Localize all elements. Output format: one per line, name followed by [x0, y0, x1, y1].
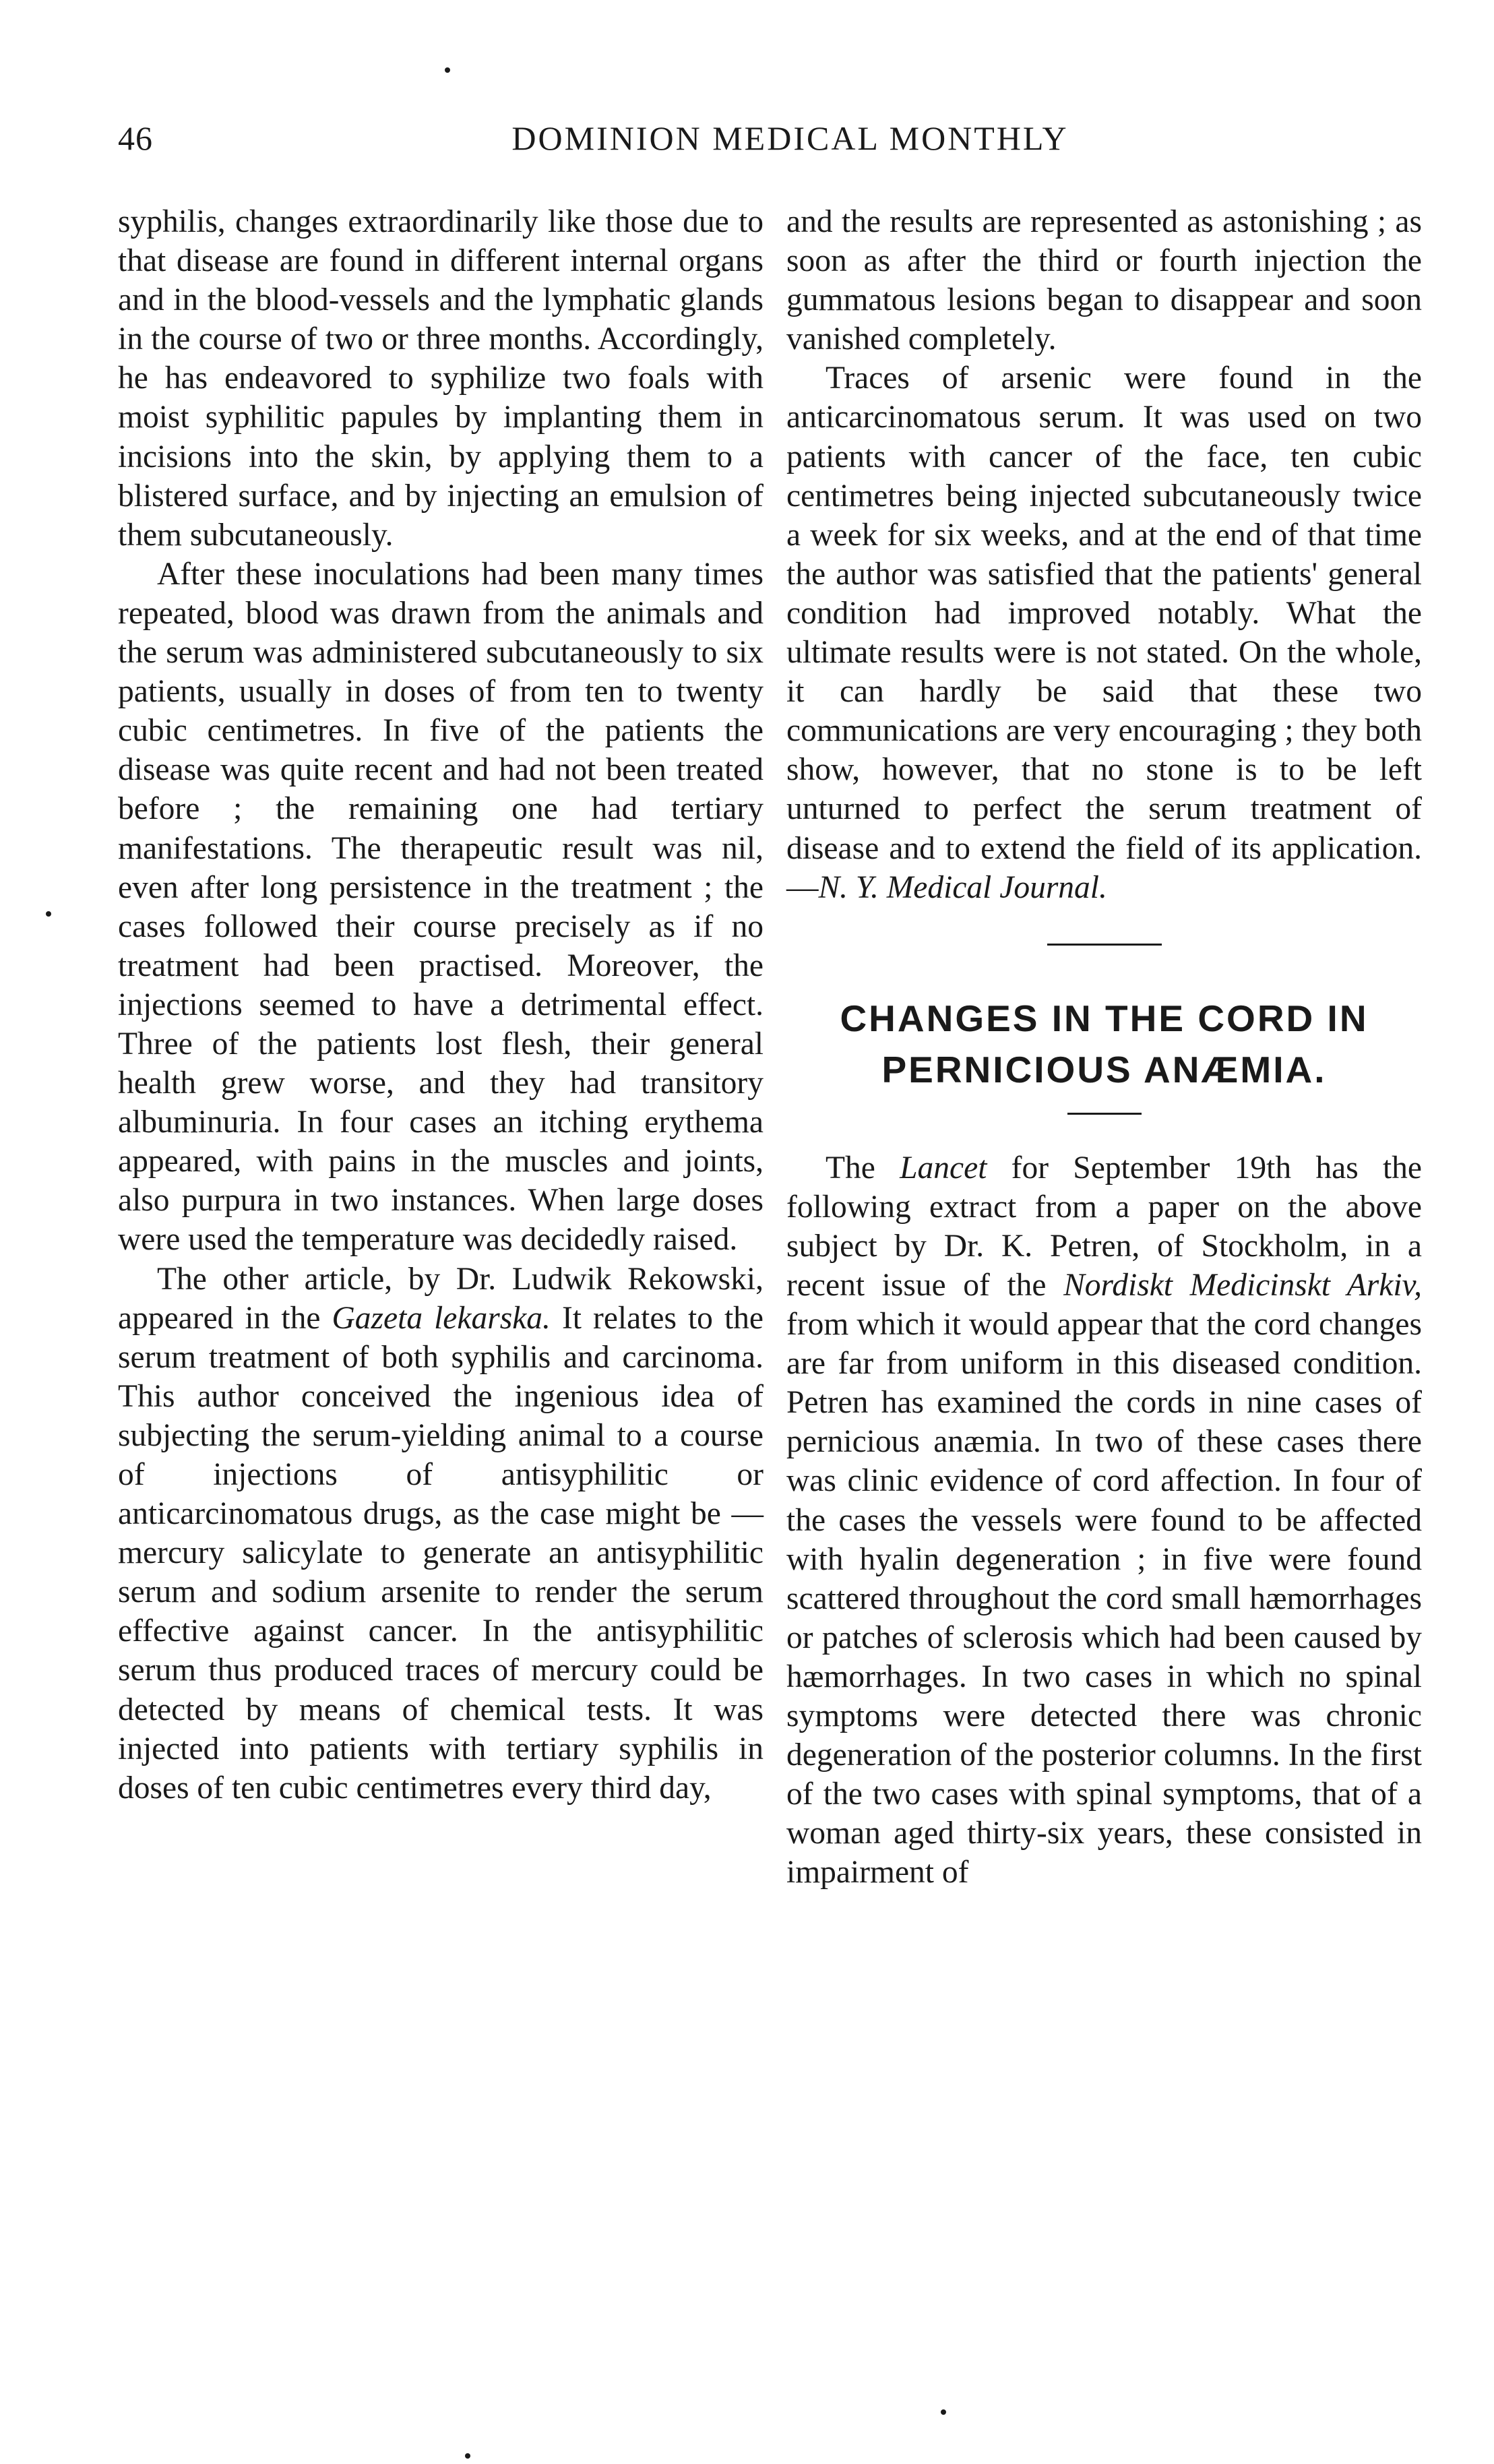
journal-title: Nordiskt Medicinskt Arkiv, — [1063, 1267, 1422, 1303]
paragraph-text: for September 19th has the following extract from a paper on the above subject by Dr. K. Petren, of Stockholm, in a recent issue of the — [786, 1150, 1422, 1303]
margin-dot — [46, 911, 51, 917]
top-dot — [445, 67, 450, 73]
paragraph: and the results are represented as astonishing ; as soon as after the third or fourth injection the gummatous lesions began to disappear and soon vanished completely. — [786, 204, 1422, 357]
bottom-dot — [941, 2409, 946, 2415]
paragraph: syphilis, changes extraordinarily like those due to that disease are found in different internal organs and in the blood-vessels and the lymphatic glands in the course of two or three months. Accordingly, he has endeavored to syphilize two foals with moist syphilitic papules by implanting them in incisions into the skin, by applying them to a blistered surface, and by injecting an emulsion of them subcutaneously. — [118, 204, 764, 553]
source-citation: N. Y. Medical Journal. — [818, 869, 1107, 905]
article-heading: CHANGES IN THE CORD IN PERNICIOUS ANÆMIA. — [840, 997, 1369, 1090]
section-divider — [1047, 944, 1162, 946]
paragraph-text: The other article, by Dr. Ludwik Rekowski, appeared in the — [118, 1261, 764, 1336]
page-number: 46 — [118, 119, 153, 157]
journal-title: Gazeta lekarska. — [332, 1300, 551, 1336]
heading-rule — [1067, 1113, 1142, 1115]
paragraph-text: It relates to the serum treatment of both syphilis and carcinoma. This author conceived the ingenious idea of subjecting the serum-yielding animal to a course of injections of antisyphilitic or anticarcinomatous drugs, as the case might be —mercury salicylate to generate an antisyphilitic serum and sodium arsenite to render the serum effective against cancer. In the antisyphilitic serum thus produced traces of mercury could be detected by means of chemical tests. It was injected into patients with tertiary syphilis in doses of ten cubic centimetres every third day, — [118, 1300, 764, 1806]
paragraph-text: from which it would appear that the cord changes are far from uniform in this diseased condition. Petren has examined the cords in nine cases of pernicious anæmia. In two of these cases there was clinic evidence of cord affection. In four of the cases the vessels were found to be affected with hyalin degeneration ; in five were found scattered throughout the cord small hæmorrhages or patches of sclerosis which had been caused by hæmorrhages. In two cases in which no spinal symptoms were detected there was chronic degeneration of the posterior columns. In the first of the two cases with spinal symptoms, that of a woman aged thirty-six years, these consisted in impairment of — [786, 1307, 1422, 1890]
paragraph — [786, 1148, 1422, 1892]
paragraph: After these inoculations had been many times repeated, blood was drawn from the animals and the serum was administered subcutaneously to six patients, usually in doses of from ten to twenty cubic centimetres. In five of the patients the disease was quite recent and had not been treated before ; the remaining one had tertiary manifestations. The therapeutic result was nil, even after long persistence in the treatment ; the cases followed their course precisely as if no treatment had been practised. Moreover, the injections seemed to have a detrimental effect. Three of the patients lost flesh, their general health grew worse, and they had transitory albuminuria. In four cases an itching erythema appeared, with pains in the muscles and joints, also purpura in two instances. When large doses were used the temperature was decidedly raised. — [118, 556, 764, 1258]
page-header — [118, 119, 1422, 173]
journal-title: Lancet — [900, 1150, 987, 1185]
paragraph-text: The — [826, 1150, 900, 1185]
paragraph — [786, 359, 1422, 906]
paragraph-text: Traces of arsenic were found in the anticarcinomatous serum. It was used on two patients with cancer of the face, ten cubic centimetres being injected subcutaneously twice a week for six weeks, and at the end of that time the author was satisfied that the patients' general condition had improved notably. What the ultimate results were is not stated. On the whole, it can hardly be said that these two communications are very encouraging ; they both show, however, that no stone is to be left unturned to perfect the serum treatment of disease and to extend the field of its application.— — [786, 361, 1422, 905]
left-column — [118, 202, 764, 1808]
right-column — [786, 202, 1422, 1892]
running-head: DOMINION MEDICAL MONTHLY — [511, 119, 1069, 157]
paragraph — [118, 1260, 764, 1808]
bottom-dot — [465, 2453, 470, 2459]
